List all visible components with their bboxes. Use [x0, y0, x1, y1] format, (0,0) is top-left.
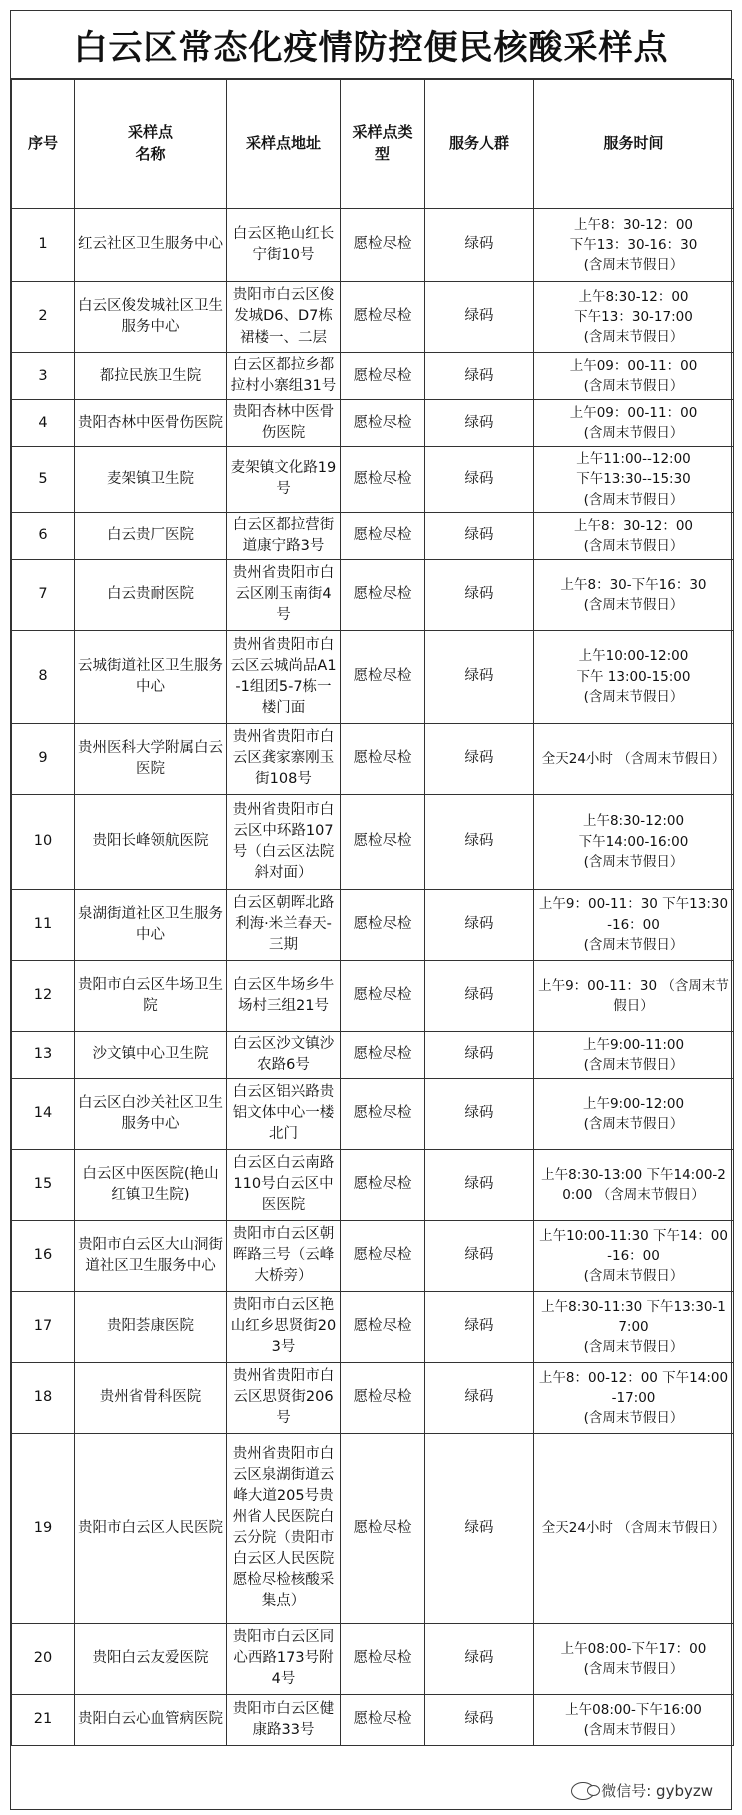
cell-group: 绿码: [425, 1031, 534, 1078]
cell-time: 上午9：00-11：30 下午13:30-16：00 (含周末节假日）: [534, 889, 734, 960]
cell-group: 绿码: [425, 1149, 534, 1220]
cell-type: 愿检尽检: [341, 630, 425, 723]
cell-address: 白云区艳山红长宁街10号: [227, 209, 341, 282]
header-no: 序号: [12, 80, 75, 209]
cell-no: 11: [12, 889, 75, 960]
cell-name: 麦架镇卫生院: [75, 447, 227, 513]
cell-name: 贵阳长峰领航医院: [75, 794, 227, 889]
cell-address: 白云区沙文镇沙农路6号: [227, 1031, 341, 1078]
cell-type: 愿检尽检: [341, 960, 425, 1031]
cell-address: 白云区牛场乡牛场村三组21号: [227, 960, 341, 1031]
cell-no: 10: [12, 794, 75, 889]
cell-type: 愿检尽检: [341, 1362, 425, 1433]
cell-no: 17: [12, 1291, 75, 1362]
cell-address: 贵阳市白云区俊发城D6、D7栋裙楼一、二层: [227, 282, 341, 353]
cell-type: 愿检尽检: [341, 1694, 425, 1745]
header-name: 采样点 名称: [75, 80, 227, 209]
sampling-sites-table: [11, 79, 734, 1746]
page-title: 白云区常态化疫情防控便民核酸采样点: [11, 11, 731, 79]
cell-name: 白云贵厂医院: [75, 512, 227, 559]
cell-type: 愿检尽检: [341, 1433, 425, 1623]
cell-type: 愿检尽检: [341, 1623, 425, 1694]
cell-no: 2: [12, 282, 75, 353]
cell-group: 绿码: [425, 889, 534, 960]
cell-type: 愿检尽检: [341, 559, 425, 630]
cell-no: 15: [12, 1149, 75, 1220]
table-row: [12, 960, 734, 1031]
cell-no: 3: [12, 353, 75, 400]
cell-time: 上午8：30-12：00 下午13：30-16：30 (含周末节假日）: [534, 209, 734, 282]
cell-group: 绿码: [425, 353, 534, 400]
table-row: [12, 282, 734, 353]
cell-group: 绿码: [425, 559, 534, 630]
table-row: [12, 1694, 734, 1745]
cell-group: 绿码: [425, 1362, 534, 1433]
cell-type: 愿检尽检: [341, 400, 425, 447]
cell-no: 1: [12, 209, 75, 282]
cell-name: 贵州医科大学附属白云医院: [75, 723, 227, 794]
cell-time: 全天24小时 （含周末节假日）: [534, 1433, 734, 1623]
header-time: 服务时间: [534, 80, 734, 209]
cell-time: 上午09：00-11：00 (含周末节假日）: [534, 353, 734, 400]
cell-group: 绿码: [425, 209, 534, 282]
cell-name: 贵阳白云心血管病医院: [75, 1694, 227, 1745]
table-row: [12, 1220, 734, 1291]
cell-name: 白云区俊发城社区卫生服务中心: [75, 282, 227, 353]
table-row: [12, 209, 734, 282]
cell-type: 愿检尽检: [341, 1220, 425, 1291]
cell-name: 泉湖街道社区卫生服务中心: [75, 889, 227, 960]
cell-time: 上午09：00-11：00 (含周末节假日）: [534, 400, 734, 447]
cell-address: 贵州省贵阳市白云区泉湖街道云峰大道205号贵州省人民医院白云分院（贵阳市白云区人民医院愿检尽检核酸采集点）: [227, 1433, 341, 1623]
cell-time: 上午10:00-12:00 下午 13:00-15:00 (含周末节假日）: [534, 630, 734, 723]
cell-name: 白云区中医医院(艳山红镇卫生院): [75, 1149, 227, 1220]
cell-name: 都拉民族卫生院: [75, 353, 227, 400]
cell-time: 上午08:00-下午17：00 (含周末节假日）: [534, 1623, 734, 1694]
cell-no: 8: [12, 630, 75, 723]
cell-address: 贵阳市白云区朝晖路三号（云峰大桥旁）: [227, 1220, 341, 1291]
cell-address: 白云区朝晖北路利海·米兰春天-三期: [227, 889, 341, 960]
table-row: [12, 1078, 734, 1149]
cell-type: 愿检尽检: [341, 209, 425, 282]
cell-address: 白云区铝兴路贵铝文体中心一楼北门: [227, 1078, 341, 1149]
table-row: [12, 1623, 734, 1694]
cell-group: 绿码: [425, 1220, 534, 1291]
cell-time: 上午8:30-11:30 下午13:30-17:00 (含周末节假日）: [534, 1291, 734, 1362]
cell-time: 上午9:00-12:00 (含周末节假日）: [534, 1078, 734, 1149]
cell-time: 上午10:00-11:30 下午14：00-16：00 (含周末节假日）: [534, 1220, 734, 1291]
cell-no: 13: [12, 1031, 75, 1078]
cell-name: 贵阳市白云区人民医院: [75, 1433, 227, 1623]
table-row: [12, 1433, 734, 1623]
cell-group: 绿码: [425, 1433, 534, 1623]
table-row: [12, 1149, 734, 1220]
cell-group: 绿码: [425, 960, 534, 1031]
cell-address: 贵州省贵阳市白云区思贤街206号: [227, 1362, 341, 1433]
cell-type: 愿检尽检: [341, 353, 425, 400]
cell-group: 绿码: [425, 1078, 534, 1149]
cell-address: 贵阳市白云区艳山红乡思贤街203号: [227, 1291, 341, 1362]
cell-address: 白云区都拉营街道康宁路3号: [227, 512, 341, 559]
cell-type: 愿检尽检: [341, 794, 425, 889]
cell-time: 上午9:00-11:00 (含周末节假日）: [534, 1031, 734, 1078]
cell-no: 12: [12, 960, 75, 1031]
cell-time: 上午08:00-下午16:00 (含周末节假日）: [534, 1694, 734, 1745]
cell-time: 上午8:30-13:00 下午14:00-20:00 （含周末节假日）: [534, 1149, 734, 1220]
table-row: [12, 559, 734, 630]
cell-group: 绿码: [425, 282, 534, 353]
cell-address: 麦架镇文化路19号: [227, 447, 341, 513]
cell-type: 愿检尽检: [341, 1291, 425, 1362]
document-sheet: [10, 10, 732, 1810]
cell-type: 愿检尽检: [341, 282, 425, 353]
cell-name: 贵阳白云友爱医院: [75, 1623, 227, 1694]
cell-type: 愿检尽检: [341, 723, 425, 794]
cell-name: 贵阳市白云区牛场卫生院: [75, 960, 227, 1031]
table-row: [12, 1291, 734, 1362]
cell-time: 上午8:30-12：00 下午13：30-17:00 (含周末节假日）: [534, 282, 734, 353]
cell-address: 贵州省贵阳市白云区中环路107号（白云区法院斜对面）: [227, 794, 341, 889]
table-row: [12, 723, 734, 794]
cell-time: 上午9：00-11：30 （含周末节假日）: [534, 960, 734, 1031]
cell-type: 愿检尽检: [341, 1031, 425, 1078]
cell-no: 21: [12, 1694, 75, 1745]
cell-no: 18: [12, 1362, 75, 1433]
cell-no: 7: [12, 559, 75, 630]
watermark-text: 微信号: gybyzw: [601, 1782, 713, 1800]
header-address: 采样点地址: [227, 80, 341, 209]
cell-type: 愿检尽检: [341, 447, 425, 513]
cell-no: 6: [12, 512, 75, 559]
cell-type: 愿检尽检: [341, 512, 425, 559]
cell-group: 绿码: [425, 400, 534, 447]
table-row: [12, 353, 734, 400]
cell-group: 绿码: [425, 512, 534, 559]
cell-name: 白云贵耐医院: [75, 559, 227, 630]
cell-no: 16: [12, 1220, 75, 1291]
cell-group: 绿码: [425, 447, 534, 513]
cell-address: 白云区都拉乡都拉村小寨组31号: [227, 353, 341, 400]
cell-time: 上午11:00--12:00 下午13:30--15:30 (含周末节假日）: [534, 447, 734, 513]
wechat-icon: [571, 1782, 595, 1800]
table-row: [12, 400, 734, 447]
cell-address: 贵州省贵阳市白云区云城尚品A1-1组团5-7栋一楼门面: [227, 630, 341, 723]
cell-time: 上午8：30-下午16：30 (含周末节假日）: [534, 559, 734, 630]
table-row: [12, 794, 734, 889]
cell-name: 云城街道社区卫生服务中心: [75, 630, 227, 723]
table-row: [12, 1362, 734, 1433]
cell-no: 14: [12, 1078, 75, 1149]
cell-group: 绿码: [425, 1623, 534, 1694]
cell-address: 贵州省贵阳市白云区刚玉南街4号: [227, 559, 341, 630]
cell-name: 贵阳杏林中医骨伤医院: [75, 400, 227, 447]
cell-no: 9: [12, 723, 75, 794]
cell-group: 绿码: [425, 630, 534, 723]
table-row: [12, 630, 734, 723]
cell-group: 绿码: [425, 1291, 534, 1362]
cell-group: 绿码: [425, 794, 534, 889]
cell-address: 白云区白云南路110号白云区中医医院: [227, 1149, 341, 1220]
cell-name: 红云社区卫生服务中心: [75, 209, 227, 282]
cell-no: 20: [12, 1623, 75, 1694]
cell-group: 绿码: [425, 723, 534, 794]
cell-time: 上午8:30-12:00 下午14:00-16:00 (含周末节假日）: [534, 794, 734, 889]
table-row: [12, 889, 734, 960]
watermark: [571, 1780, 713, 1801]
cell-address: 贵州省贵阳市白云区龚家寨刚玉街108号: [227, 723, 341, 794]
cell-name: 贵阳荟康医院: [75, 1291, 227, 1362]
header-type: 采样点类 型: [341, 80, 425, 209]
header-group: 服务人群: [425, 80, 534, 209]
cell-time: 上午8：00-12：00 下午14:00-17:00 (含周末节假日）: [534, 1362, 734, 1433]
cell-no: 19: [12, 1433, 75, 1623]
table-row: [12, 447, 734, 513]
cell-type: 愿检尽检: [341, 1078, 425, 1149]
cell-name: 沙文镇中心卫生院: [75, 1031, 227, 1078]
cell-address: 贵阳市白云区同心西路173号附4号: [227, 1623, 341, 1694]
cell-name: 贵州省骨科医院: [75, 1362, 227, 1433]
cell-time: 全天24小时 （含周末节假日）: [534, 723, 734, 794]
cell-no: 4: [12, 400, 75, 447]
cell-type: 愿检尽检: [341, 889, 425, 960]
table-row: [12, 512, 734, 559]
cell-no: 5: [12, 447, 75, 513]
table-header-row: [12, 80, 734, 209]
cell-address: 贵阳杏林中医骨伤医院: [227, 400, 341, 447]
cell-time: 上午8：30-12：00 (含周末节假日）: [534, 512, 734, 559]
cell-type: 愿检尽检: [341, 1149, 425, 1220]
table-row: [12, 1031, 734, 1078]
cell-address: 贵阳市白云区健康路33号: [227, 1694, 341, 1745]
cell-name: 贵阳市白云区大山洞街道社区卫生服务中心: [75, 1220, 227, 1291]
cell-group: 绿码: [425, 1694, 534, 1745]
cell-name: 白云区白沙关社区卫生服务中心: [75, 1078, 227, 1149]
